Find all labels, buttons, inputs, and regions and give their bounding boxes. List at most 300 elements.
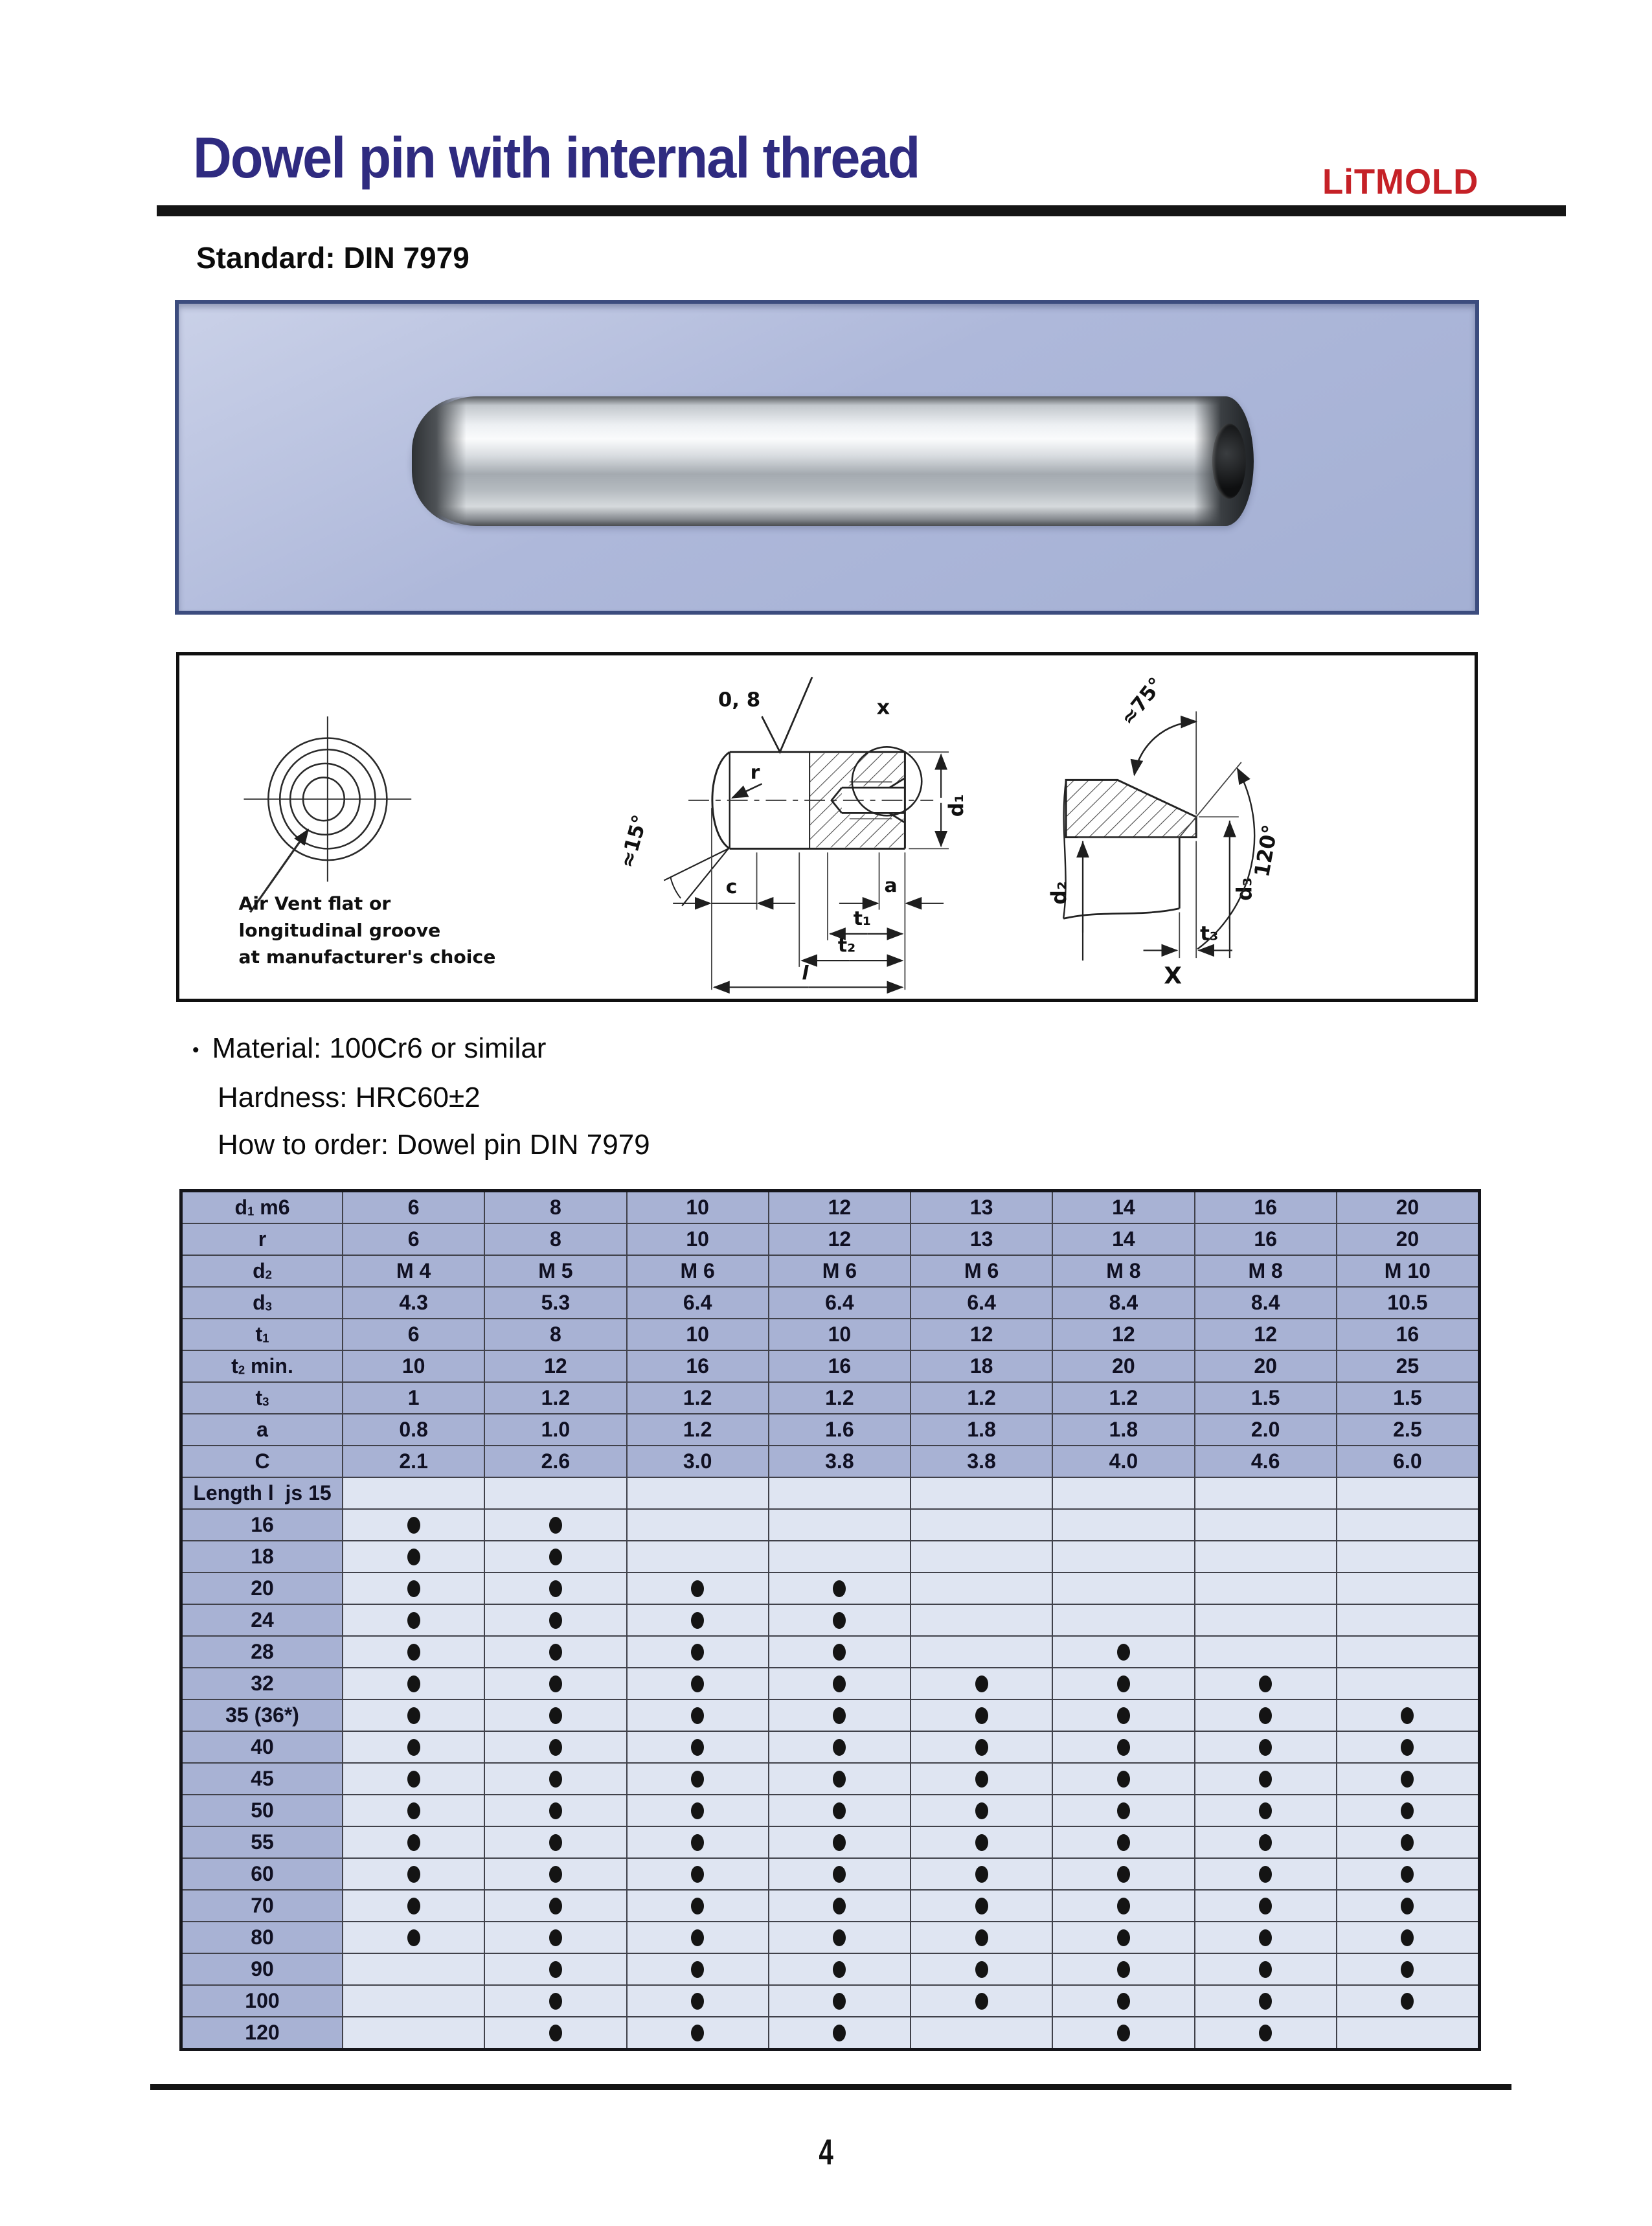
row-label: d 2	[183, 1256, 342, 1286]
availability-dot	[1117, 1644, 1130, 1661]
row-label: Length l js 15	[183, 1478, 342, 1508]
spec-value: 1.2	[485, 1383, 626, 1413]
availability-cell	[1195, 1573, 1336, 1604]
availability-dot	[407, 1612, 420, 1629]
angle15-label: ≈15°	[616, 812, 653, 870]
spec-value: 8	[485, 1319, 626, 1350]
spec-value: 16	[1337, 1319, 1478, 1350]
availability-dot	[549, 1898, 562, 1914]
spec-value: 13	[911, 1192, 1052, 1223]
availability-cell	[1337, 1827, 1478, 1857]
availability-cell	[485, 1764, 626, 1794]
spec-value: 10.5	[1337, 1288, 1478, 1318]
availability-cell	[911, 1795, 1052, 1826]
spec-value: 12	[1053, 1319, 1194, 1350]
spec-value: M 6	[911, 1256, 1052, 1286]
availability-cell	[911, 1700, 1052, 1731]
empty-cell	[769, 1478, 910, 1508]
spec-value: 10	[628, 1319, 768, 1350]
row-label: 120	[183, 2017, 342, 2048]
row-label: 100	[183, 1986, 342, 2016]
availability-dot	[407, 1802, 420, 1819]
spec-table	[179, 1189, 1481, 2051]
roughness-label: 0, 8	[718, 688, 761, 712]
availability-cell	[343, 1827, 484, 1857]
availability-cell	[485, 1510, 626, 1540]
availability-dot	[1401, 1961, 1414, 1978]
availability-cell	[1337, 1891, 1478, 1921]
row-label: t 3	[183, 1383, 342, 1413]
pin-thread-hole	[1212, 424, 1246, 499]
availability-dot	[407, 1834, 420, 1851]
spec-value: M 6	[628, 1256, 768, 1286]
availability-dot	[833, 1802, 846, 1819]
row-label: 28	[183, 1637, 342, 1667]
availability-dot	[691, 1834, 704, 1851]
availability-dot	[1117, 1898, 1130, 1914]
availability-cell	[343, 1668, 484, 1699]
spec-value: 20	[1337, 1224, 1478, 1255]
a-label: a	[884, 874, 898, 897]
availability-dot	[833, 1929, 846, 1946]
availability-dot	[1401, 1802, 1414, 1819]
availability-dot	[1117, 1802, 1130, 1819]
availability-cell	[1337, 1573, 1478, 1604]
availability-dot	[691, 1739, 704, 1756]
availability-cell	[485, 1891, 626, 1921]
spec-value: 1.2	[769, 1383, 910, 1413]
empty-cell	[628, 1478, 768, 1508]
availability-dot	[975, 1707, 988, 1724]
availability-dot	[833, 1771, 846, 1788]
availability-cell	[1195, 1605, 1336, 1635]
availability-dot	[549, 1707, 562, 1724]
spec-value: 12	[485, 1351, 626, 1381]
availability-cell	[1053, 1954, 1194, 1984]
availability-cell	[628, 1922, 768, 1953]
availability-cell	[1195, 1827, 1336, 1857]
svg-text:at manufacturer's choice: at manufacturer's choice	[238, 946, 496, 968]
spec-value: 6	[343, 1224, 484, 1255]
availability-dot	[1117, 1739, 1130, 1756]
availability-cell	[485, 1605, 626, 1635]
availability-cell	[628, 1732, 768, 1762]
availability-dot	[407, 1517, 420, 1534]
row-label: 80	[183, 1922, 342, 1953]
availability-dot	[549, 1771, 562, 1788]
product-photo-box	[175, 300, 1479, 615]
spec-value: 6.4	[769, 1288, 910, 1318]
row-label: 50	[183, 1795, 342, 1826]
availability-dot	[549, 1517, 562, 1534]
availability-dot	[407, 1644, 420, 1661]
availability-dot	[975, 1866, 988, 1883]
availability-dot	[407, 1929, 420, 1946]
availability-dot	[1259, 2025, 1272, 2041]
availability-dot	[975, 1739, 988, 1756]
availability-cell	[911, 1668, 1052, 1699]
availability-cell	[911, 1541, 1052, 1572]
availability-dot	[1117, 1707, 1130, 1724]
availability-cell	[769, 1668, 910, 1699]
availability-cell	[1337, 1605, 1478, 1635]
air-vent-note	[239, 893, 496, 968]
availability-cell	[1195, 2017, 1336, 2048]
availability-cell	[1337, 1922, 1478, 1953]
availability-dot	[833, 1580, 846, 1597]
availability-cell	[1337, 1764, 1478, 1794]
spec-value: 14	[1053, 1192, 1194, 1223]
availability-cell	[1053, 1922, 1194, 1953]
availability-cell	[1337, 1795, 1478, 1826]
side-view	[616, 677, 968, 990]
angle120-label: 120°	[1250, 823, 1283, 879]
availability-dot	[407, 1866, 420, 1883]
availability-dot	[691, 1961, 704, 1978]
availability-dot	[549, 1834, 562, 1851]
spec-value: 1.2	[1053, 1383, 1194, 1413]
availability-dot	[549, 1612, 562, 1629]
availability-dot	[691, 1644, 704, 1661]
availability-dot	[833, 1644, 846, 1661]
availability-cell	[769, 1700, 910, 1731]
availability-cell	[1337, 1700, 1478, 1731]
spec-value: 8	[485, 1224, 626, 1255]
availability-dot	[975, 1929, 988, 1946]
availability-dot	[407, 1707, 420, 1724]
availability-cell	[1053, 1827, 1194, 1857]
availability-cell	[769, 1891, 910, 1921]
availability-dot	[549, 1866, 562, 1883]
t2-label: t₂	[837, 933, 856, 957]
availability-cell	[1053, 1510, 1194, 1540]
availability-cell	[769, 1764, 910, 1794]
availability-dot	[975, 1802, 988, 1819]
availability-dot	[975, 1834, 988, 1851]
availability-cell	[911, 1891, 1052, 1921]
availability-cell	[1053, 1986, 1194, 2016]
availability-dot	[691, 1993, 704, 2010]
availability-dot	[549, 2025, 562, 2041]
availability-cell	[628, 1859, 768, 1889]
notes-block	[192, 1025, 650, 1168]
row-label: t 1	[183, 1319, 342, 1350]
availability-dot	[1401, 1771, 1414, 1788]
availability-cell	[485, 1859, 626, 1889]
availability-dot	[975, 1771, 988, 1788]
spec-value: 1.2	[628, 1414, 768, 1445]
availability-cell	[485, 1637, 626, 1667]
availability-cell	[343, 2017, 484, 2048]
availability-cell	[485, 1954, 626, 1984]
availability-cell	[1337, 1732, 1478, 1762]
spec-value: 0.8	[343, 1414, 484, 1445]
spec-value: 16	[628, 1351, 768, 1381]
availability-cell	[1195, 1700, 1336, 1731]
availability-cell	[769, 2017, 910, 2048]
availability-dot	[833, 1898, 846, 1914]
availability-cell	[911, 1764, 1052, 1794]
spec-value: 13	[911, 1224, 1052, 1255]
availability-dot	[1259, 1739, 1272, 1756]
availability-cell	[1195, 1764, 1336, 1794]
spec-value: 12	[769, 1192, 910, 1223]
availability-cell	[343, 1732, 484, 1762]
spec-value: 2.5	[1337, 1414, 1478, 1445]
availability-cell	[1053, 1541, 1194, 1572]
availability-cell	[1053, 1732, 1194, 1762]
availability-cell	[1337, 1954, 1478, 1984]
availability-dot	[549, 1961, 562, 1978]
availability-dot	[1401, 1866, 1414, 1883]
spec-value: 1.2	[911, 1383, 1052, 1413]
availability-cell	[628, 2017, 768, 2048]
spec-value: M 8	[1053, 1256, 1194, 1286]
spec-value: 1.0	[485, 1414, 626, 1445]
availability-dot	[833, 1961, 846, 1978]
spec-value: 12	[1195, 1319, 1336, 1350]
spec-value: 8	[485, 1192, 626, 1223]
svg-text:longitudinal groove: longitudinal groove	[238, 919, 441, 941]
availability-dot	[1117, 1961, 1130, 1978]
availability-cell	[1053, 1637, 1194, 1667]
availability-cell	[1053, 1605, 1194, 1635]
availability-dot	[691, 1612, 704, 1629]
availability-dot	[833, 1993, 846, 2010]
availability-cell	[343, 1541, 484, 1572]
spec-value: 3.8	[911, 1446, 1052, 1477]
availability-cell	[1195, 1891, 1336, 1921]
availability-cell	[769, 1795, 910, 1826]
availability-cell	[485, 1827, 626, 1857]
availability-dot	[1401, 1993, 1414, 2010]
spec-value: 18	[911, 1351, 1052, 1381]
availability-cell	[343, 1573, 484, 1604]
spec-value: 10	[628, 1224, 768, 1255]
availability-cell	[911, 1954, 1052, 1984]
row-label: 35 (36*)	[183, 1700, 342, 1731]
availability-dot	[1259, 1675, 1272, 1692]
availability-cell	[1195, 1922, 1336, 1953]
availability-cell	[1053, 1700, 1194, 1731]
availability-dot	[1259, 1866, 1272, 1883]
availability-cell	[628, 1510, 768, 1540]
row-label: d 1 m6	[183, 1192, 342, 1223]
availability-dot	[1259, 1961, 1272, 1978]
spec-value: 12	[769, 1224, 910, 1255]
empty-cell	[485, 1478, 626, 1508]
availability-cell	[769, 1922, 910, 1953]
availability-dot	[833, 1866, 846, 1883]
availability-dot	[1117, 1993, 1130, 2010]
availability-dot	[691, 1580, 704, 1597]
availability-dot	[1259, 1929, 1272, 1946]
spec-value: 4.0	[1053, 1446, 1194, 1477]
spec-value: 1.6	[769, 1414, 910, 1445]
availability-dot	[975, 1898, 988, 1914]
row-label: 45	[183, 1764, 342, 1794]
row-label: 40	[183, 1732, 342, 1762]
spec-value: 6.4	[911, 1288, 1052, 1318]
row-label: 20	[183, 1573, 342, 1604]
availability-dot	[1117, 1675, 1130, 1692]
note-order: How to order: Dowel pin DIN 7979	[218, 1128, 650, 1161]
row-label: 32	[183, 1668, 342, 1699]
availability-dot	[549, 1993, 562, 2010]
spec-value: 1.5	[1337, 1383, 1478, 1413]
availability-dot	[1259, 1993, 1272, 2010]
technical-drawing-box	[176, 652, 1478, 1002]
spec-value: 5.3	[485, 1288, 626, 1318]
availability-cell	[628, 1795, 768, 1826]
availability-dot	[549, 1580, 562, 1597]
availability-cell	[343, 1986, 484, 2016]
page-number: 4	[819, 2131, 833, 2172]
availability-dot	[691, 1802, 704, 1819]
availability-dot	[833, 2025, 846, 2041]
note-hardness: Hardness: HRC60±2	[218, 1081, 481, 1113]
availability-cell	[343, 1795, 484, 1826]
availability-cell	[343, 1954, 484, 1984]
availability-dot	[549, 1549, 562, 1565]
spec-value: 20	[1337, 1192, 1478, 1223]
availability-dot	[1117, 1771, 1130, 1788]
availability-cell	[628, 1668, 768, 1699]
row-label: 70	[183, 1891, 342, 1921]
availability-dot	[1401, 1898, 1414, 1914]
availability-dot	[549, 1644, 562, 1661]
availability-cell	[485, 1922, 626, 1953]
availability-cell	[485, 1700, 626, 1731]
availability-dot	[549, 1739, 562, 1756]
availability-cell	[485, 1573, 626, 1604]
spec-value: 12	[911, 1319, 1052, 1350]
availability-cell	[1195, 1954, 1336, 1984]
availability-cell	[911, 1732, 1052, 1762]
row-label: 18	[183, 1541, 342, 1572]
availability-cell	[911, 1605, 1052, 1635]
brand-logo: LiTMOLD	[1322, 161, 1479, 201]
spec-value: M 8	[1195, 1256, 1336, 1286]
availability-cell	[911, 2017, 1052, 2048]
dowel-pin-photo	[412, 396, 1254, 526]
availability-cell	[1053, 1573, 1194, 1604]
availability-cell	[1195, 1859, 1336, 1889]
availability-dot	[691, 1898, 704, 1914]
availability-cell	[628, 1573, 768, 1604]
availability-dot	[691, 1707, 704, 1724]
d1-label: d₁	[945, 794, 969, 817]
availability-dot	[1401, 1834, 1414, 1851]
spec-value: 14	[1053, 1224, 1194, 1255]
availability-dot	[691, 1771, 704, 1788]
availability-cell	[911, 1986, 1052, 2016]
availability-cell	[1337, 1637, 1478, 1667]
empty-cell	[911, 1478, 1052, 1508]
availability-dot	[691, 2025, 704, 2041]
t3-label: t₃	[1200, 922, 1219, 946]
availability-cell	[628, 1637, 768, 1667]
row-label: t 2 min.	[183, 1351, 342, 1381]
availability-cell	[769, 1510, 910, 1540]
empty-cell	[1053, 1478, 1194, 1508]
availability-cell	[1195, 1541, 1336, 1572]
availability-cell	[343, 1637, 484, 1667]
availability-cell	[628, 1827, 768, 1857]
availability-cell	[1053, 1668, 1194, 1699]
spec-value: 6	[343, 1319, 484, 1350]
availability-cell	[769, 1827, 910, 1857]
spec-value: 16	[1195, 1192, 1336, 1223]
availability-cell	[1337, 1541, 1478, 1572]
availability-dot	[691, 1866, 704, 1883]
standard-heading: Standard: DIN 7979	[196, 241, 470, 275]
availability-cell	[343, 1922, 484, 1953]
availability-cell	[1195, 1732, 1336, 1762]
row-label: 55	[183, 1827, 342, 1857]
c-label: c	[725, 875, 738, 898]
row-label: a	[183, 1414, 342, 1445]
spec-value: 1.8	[911, 1414, 1052, 1445]
availability-cell	[911, 1510, 1052, 1540]
availability-dot	[691, 1675, 704, 1692]
d3-label: d₃	[1233, 877, 1257, 901]
availability-cell	[628, 1764, 768, 1794]
spec-value: 4.6	[1195, 1446, 1336, 1477]
row-label: r	[183, 1224, 342, 1255]
empty-cell	[343, 1478, 484, 1508]
row-label: d 3	[183, 1288, 342, 1318]
spec-value: 6	[343, 1192, 484, 1223]
availability-cell	[1337, 1668, 1478, 1699]
availability-dot	[1259, 1898, 1272, 1914]
availability-cell	[343, 1764, 484, 1794]
spec-value: 16	[1195, 1224, 1336, 1255]
callout-x-label: x	[876, 696, 890, 720]
availability-dot	[1401, 1739, 1414, 1756]
bullet-icon: •	[192, 1039, 199, 1061]
availability-cell	[343, 1700, 484, 1731]
spec-value: 8.4	[1195, 1288, 1336, 1318]
availability-cell	[911, 1859, 1052, 1889]
availability-dot	[833, 1675, 846, 1692]
availability-cell	[628, 1541, 768, 1572]
availability-cell	[628, 1605, 768, 1635]
availability-dot	[1259, 1707, 1272, 1724]
availability-dot	[833, 1707, 846, 1724]
spec-value: M 4	[343, 1256, 484, 1286]
availability-cell	[769, 1541, 910, 1572]
spec-value: 20	[1195, 1351, 1336, 1381]
availability-cell	[911, 1573, 1052, 1604]
svg-text:Air Vent flat or: Air Vent flat or	[238, 892, 391, 914]
availability-cell	[485, 1795, 626, 1826]
availability-cell	[343, 1859, 484, 1889]
page-title: Dowel pin with internal thread	[193, 125, 920, 190]
availability-cell	[485, 1732, 626, 1762]
availability-cell	[1053, 1795, 1194, 1826]
spec-value: 1	[343, 1383, 484, 1413]
availability-dot	[407, 1739, 420, 1756]
availability-dot	[833, 1834, 846, 1851]
spec-value: M 10	[1337, 1256, 1478, 1286]
availability-dot	[1117, 2025, 1130, 2041]
spec-value: M 5	[485, 1256, 626, 1286]
t1-label: t₁	[853, 907, 872, 930]
availability-cell	[1053, 1891, 1194, 1921]
row-label: C	[183, 1446, 342, 1477]
availability-dot	[833, 1612, 846, 1629]
